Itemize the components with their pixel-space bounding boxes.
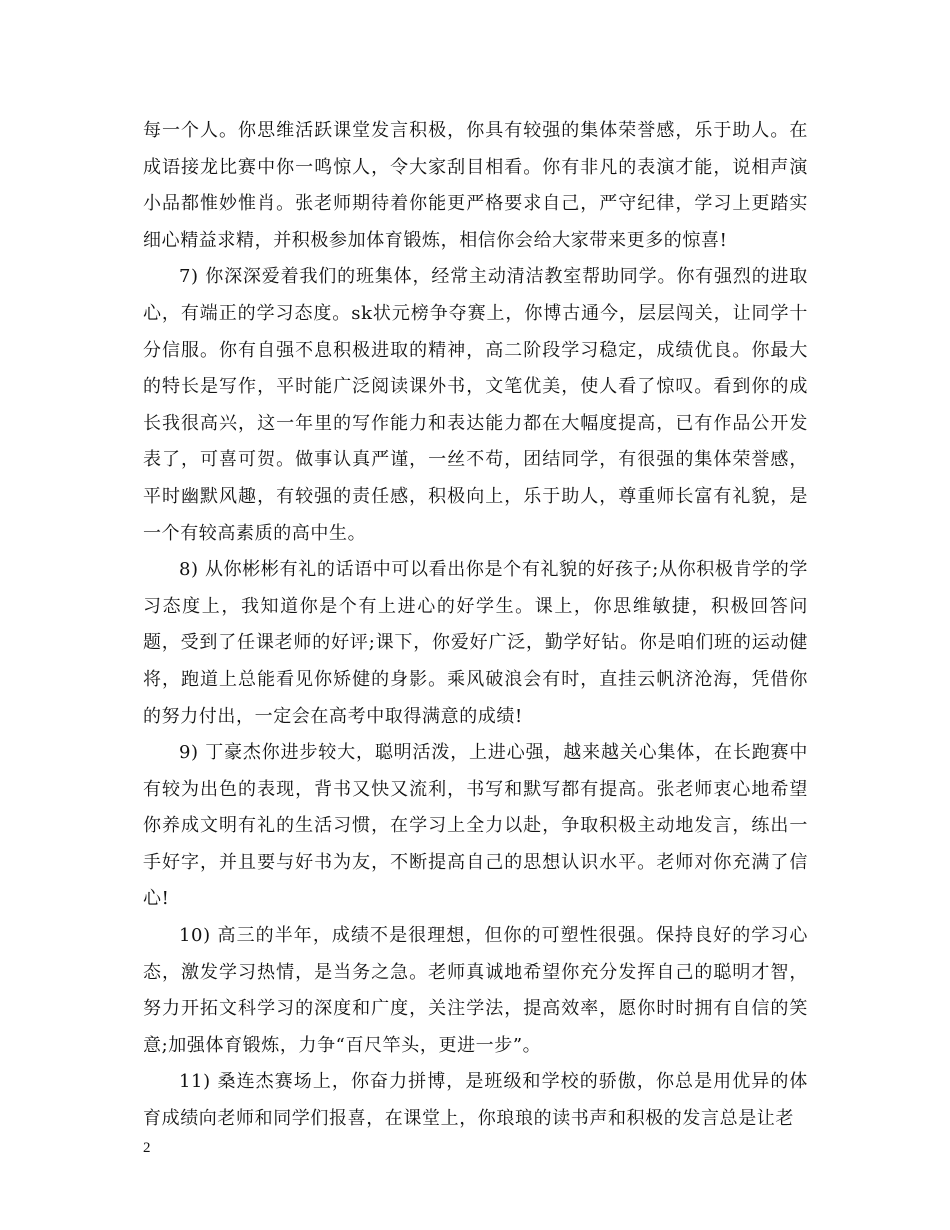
paragraph-item-7: 7) 你深深爱着我们的班集体，经常主动清洁教室帮助同学。你有强烈的进取心，有端正的学习态度。sk状元榜争夺赛上，你博古通今，层层闯关，让同学十分信服。你有自强不息积极进取的精神，高二阶段学习稳定，成绩优良。你最大的特长是写作，平时能广泛阅读课外书，文笔优美，使人看了惊叹。看到你的成长我很高兴，这一年里的写作能力和表达能力都在大幅度提高，已有作品公开发表了，可喜可贺。做事认真严谨，一丝不苟，团结同学，有很强的集体荣誉感，平时幽默风趣，有较强的责任感，积极向上，乐于助人，尊重师长富有礼貌，是一个有较高素质的高中生。 <box>143 266 808 544</box>
paragraph-item-10: 10) 高三的半年，成绩不是很理想，但你的可塑性很强。保持良好的学习心态，激发学习热情，是当务之急。老师真诚地希望你充分发挥自己的聪明才智，努力开拓文科学习的深度和广度，关注学法，提高效率，愿你时时拥有自信的笑意;加强体育锻炼，力争“百尺竿头，更进一步”。 <box>143 925 808 1056</box>
paragraph-item-8: 8) 从你彬彬有礼的话语中可以看出你是个有礼貌的好孩子;从你积极肯学的学习态度上，我知道你是个有上进心的好学生。课上，你思维敏捷，积极回答问题，受到了任课老师的好评;课下，你爱好广泛，勤学好钻。你是咱们班的运动健将，跑道上总能看见你矫健的身影。乘风破浪会有时，直挂云帆济沧海，凭借你的努力付出，一定会在高考中取得满意的成绩! <box>143 559 808 727</box>
page-number: 2 <box>143 1140 151 1156</box>
paragraph-item-9: 9) 丁豪杰你进步较大，聪明活泼，上进心强，越来越关心集体，在长跑赛中有较为出色的表现，背书又快又流利，书写和默写都有提高。张老师衷心地希望你养成文明有礼的生活习惯，在学习上全力以赴，争取积极主动地发言，练出一手好字，并且要与好书为友，不断提高自己的思想认识水平。老师对你充满了信心! <box>143 742 808 910</box>
paragraph-item-11: 11) 桑连杰赛场上，你奋力拼博，是班级和学校的骄傲，你总是用优异的体育成绩向老师和同学们报喜，在课堂上，你琅琅的读书声和积极的发言总是让老 <box>143 1071 808 1130</box>
document-body <box>143 113 808 1138</box>
paragraph-continuation: 每一个人。你思维活跃课堂发言积极，你具有较强的集体荣誉感，乐于助人。在成语接龙比赛中你一鸣惊人，令大家刮目相看。你有非凡的表演才能，说相声演小品都惟妙惟肖。张老师期待着你能更严格要求自己，严守纪律，学习上更踏实细心精益求精，并积极参加体育锻炼，相信你会给大家带来更多的惊喜! <box>143 120 808 251</box>
